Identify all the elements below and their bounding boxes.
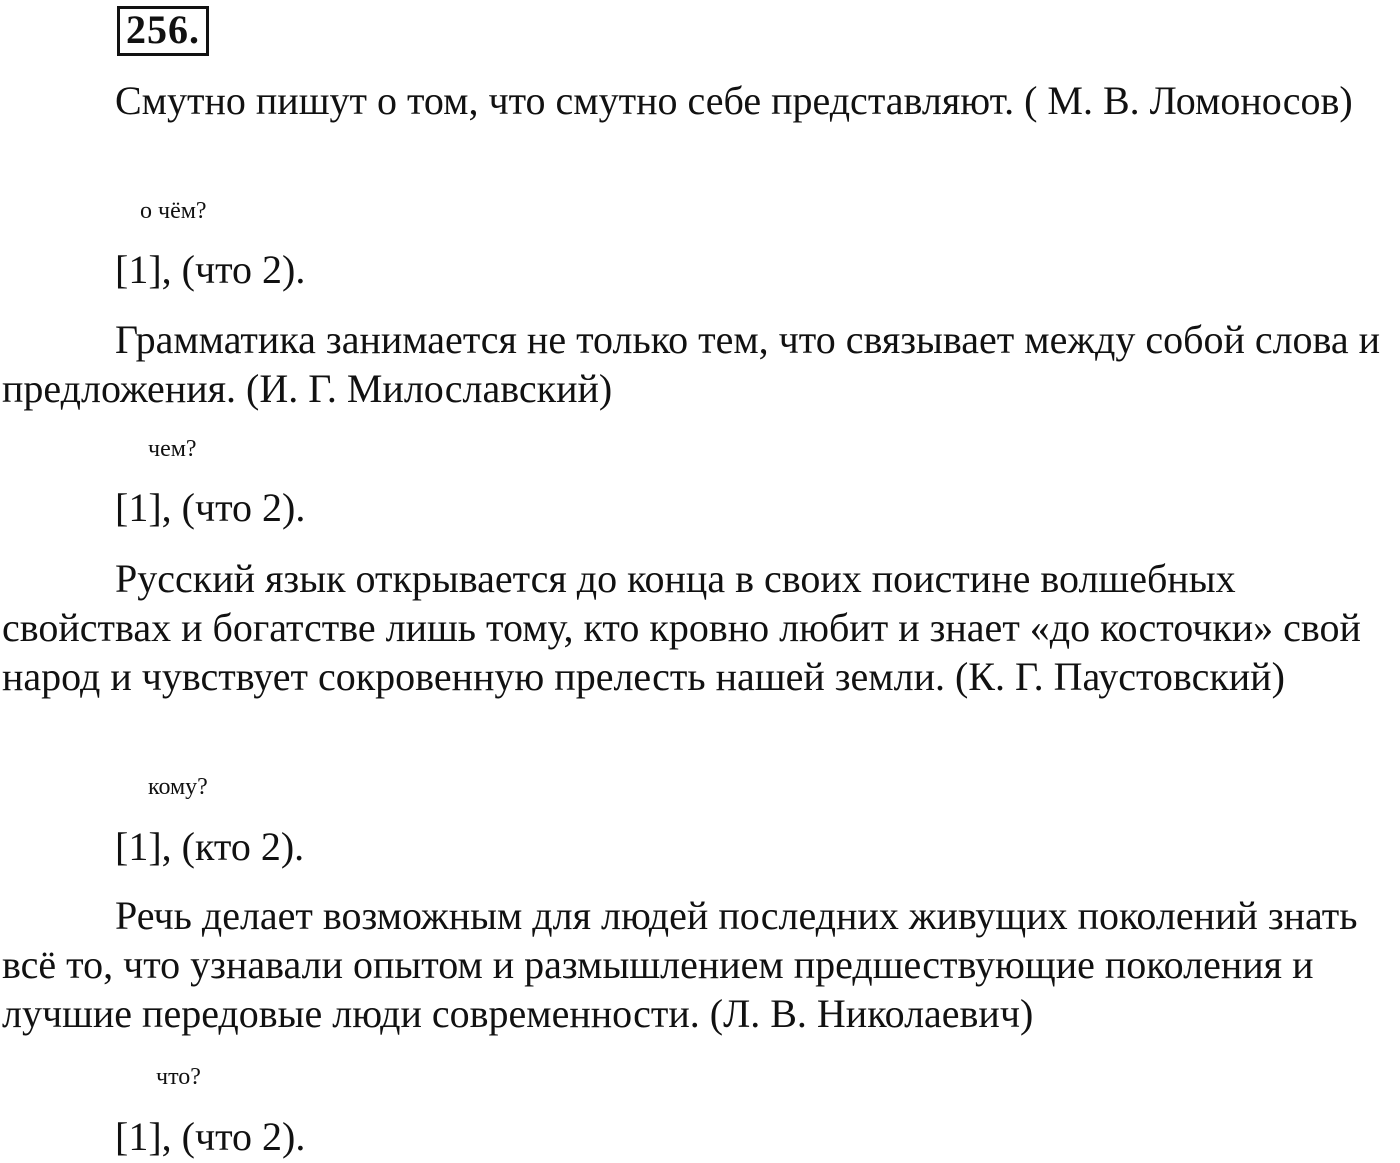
sentence-4: Речь делает возможным для людей последних живущих поколений знать всё то, что узнавали опытом и размышлением предшествующие поколения и лучшие передовые люди современности. (Л. В. Николаевич) [2, 893, 1358, 1036]
question-2: чем? [148, 436, 197, 462]
scheme-3: [1], (кто 2). [115, 824, 305, 869]
scheme-4: [1], (что 2). [115, 1114, 306, 1159]
sentence-1: Смутно пишут о том, что смутно себе представляют. ( М. В. Ломоносов) [115, 78, 1353, 123]
question-1: о чём? [140, 198, 207, 224]
sentence-2: Грамматика занимается не только тем, что связывает между собой слова и предложения. (И. Г. Милославский) [2, 317, 1381, 411]
question-3: кому? [148, 774, 208, 800]
exercise-number: 256. [117, 6, 209, 56]
question-4: что? [156, 1064, 201, 1090]
scheme-2: [1], (что 2). [115, 485, 306, 530]
sentence-3: Русский язык открывается до конца в своих поистине волшебных свойствах и богатстве лишь тому, кто кровно любит и знает «до косточки» свой народ и чувствует сокровенную прелесть нашей земли. (К. Г. Паустовский) [2, 556, 1361, 699]
scheme-1: [1], (что 2). [115, 247, 306, 292]
